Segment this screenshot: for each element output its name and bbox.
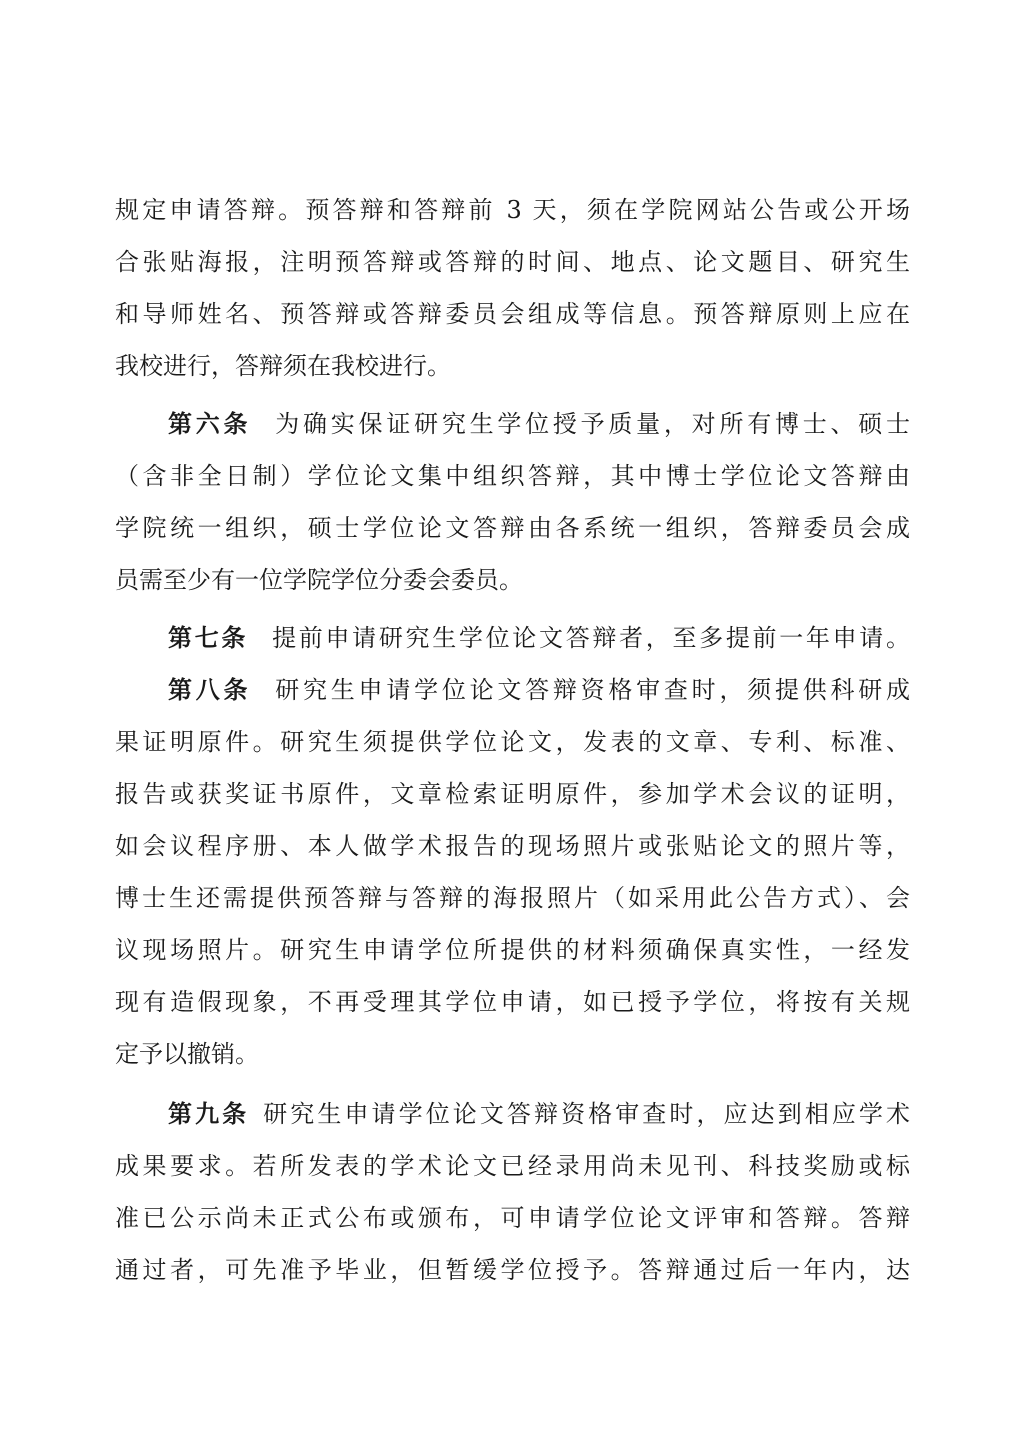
article-8-label: 第八条 <box>168 676 252 704</box>
article-7-line <box>168 618 910 658</box>
text-line: 和导师姓名、预答辩或答辩委员会组成等信息。预答辩原则上应在 <box>115 300 910 328</box>
text-line: 果证明原件。研究生须提供学位论文，发表的文章、专利、标准、 <box>115 728 910 756</box>
article-8-text: 研究生申请学位论文答辩资格审查时，须提供科研成 <box>275 676 910 704</box>
text-line: 我校进行，答辩须在我校进行。 <box>115 352 451 380</box>
article-6-label: 第六条 <box>168 410 252 438</box>
article-9-text: 研究生申请学位论文答辩资格审查时，应达到相应学术 <box>263 1100 910 1128</box>
article-9-label: 第九条 <box>168 1100 250 1128</box>
text-line: 报告或获奖证书原件，文章检索证明原件，参加学术会议的证明， <box>115 780 910 808</box>
text-line: 准已公示尚未正式公布或颁布，可申请学位论文评审和答辩。答辩 <box>115 1204 910 1232</box>
article-8-first-line <box>168 670 910 710</box>
text-line: 学院统一组织，硕士学位论文答辩由各系统一组织，答辩委员会成 <box>115 514 910 542</box>
text-line: 博士生还需提供预答辩与答辩的海报照片（如采用此公告方式）、会 <box>115 884 910 912</box>
article-9-first-line <box>168 1094 910 1134</box>
article-6-text: 为确实保证研究生学位授予质量，对所有博士、硕士 <box>275 410 910 438</box>
text-line: 员需至少有一位学院学位分委会委员。 <box>115 566 523 594</box>
text-line: 通过者，可先准予毕业，但暂缓学位授予。答辩通过后一年内，达 <box>115 1256 910 1284</box>
text-line: 成果要求。若所发表的学术论文已经录用尚未见刊、科技奖励或标 <box>115 1152 910 1180</box>
text-line: 规定申请答辩。预答辩和答辩前 3 天，须在学院网站公告或公开场 <box>115 196 910 224</box>
text-line: 合张贴海报，注明预答辩或答辩的时间、地点、论文题目、研究生 <box>115 248 910 276</box>
text-line: 现有造假现象，不再受理其学位申请，如已授予学位，将按有关规 <box>115 988 910 1016</box>
article-7-label: 第七条 <box>168 624 249 652</box>
text-line: 定予以撤销。 <box>115 1040 259 1068</box>
text-line: （含非全日制）学位论文集中组织答辩，其中博士学位论文答辩由 <box>115 462 910 490</box>
text-line: 议现场照片。研究生申请学位所提供的材料须确保真实性，一经发 <box>115 936 910 964</box>
article-6-first-line <box>168 404 910 444</box>
article-7-text: 提前申请研究生学位论文答辩者，至多提前一年申请。 <box>272 624 910 652</box>
text-line: 如会议程序册、本人做学术报告的现场照片或张贴论文的照片等， <box>115 832 910 860</box>
